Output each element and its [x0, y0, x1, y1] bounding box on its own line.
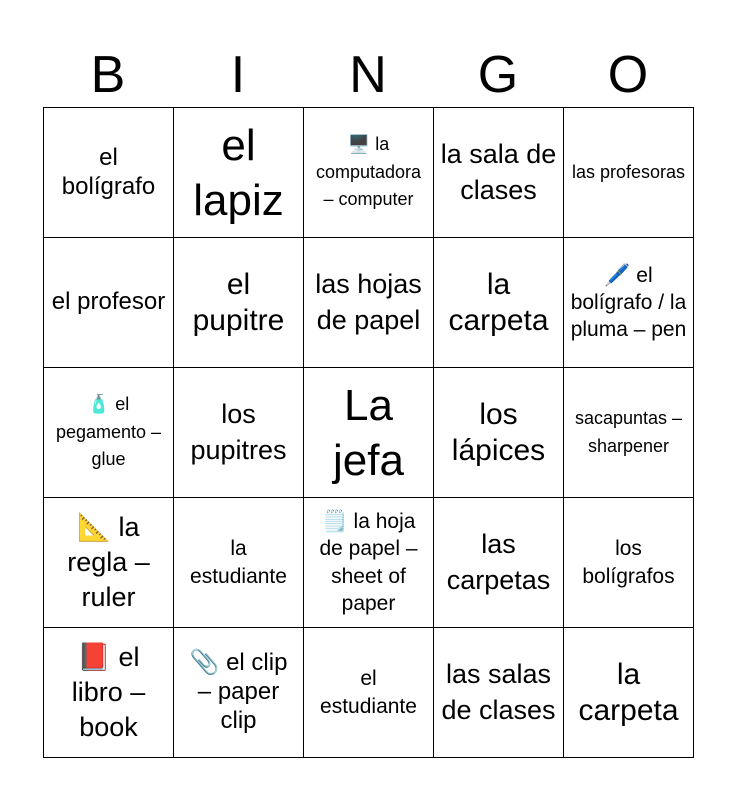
bingo-cell-text: el bolígrafo [61, 143, 156, 200]
bingo-cell-text: el lapiz [193, 120, 284, 225]
bingo-cell[interactable] [304, 108, 434, 238]
bingo-cell-text: 🖊️ el bolígrafo / la pluma – pen [570, 263, 687, 342]
bingo-cell-text: los pupitres [190, 399, 287, 465]
bingo-cell-text: sacapuntas – sharpener [574, 407, 683, 456]
bingo-cell-text: el profesor [51, 288, 166, 316]
bingo-cell-text: La jefa [333, 380, 404, 485]
bingo-cell-text: 📎 el clip – paper clip [189, 649, 288, 734]
bingo-cell[interactable] [174, 368, 304, 498]
bingo-cell[interactable] [304, 498, 434, 628]
bingo-cell-text: la estudiante [190, 537, 287, 588]
bingo-cell-text: las profesoras [571, 161, 686, 182]
header-letter-i: I [230, 46, 246, 104]
bingo-cell[interactable] [304, 238, 434, 368]
bingo-cell-text: 🧴 el pegamento – glue [55, 393, 162, 470]
bingo-cell[interactable] [434, 368, 564, 498]
bingo-cell-text: las salas de clases [441, 659, 556, 725]
bingo-cell[interactable] [434, 498, 564, 628]
bingo-cell[interactable] [564, 628, 694, 758]
bingo-cell[interactable] [174, 108, 304, 238]
bingo-cell[interactable] [174, 238, 304, 368]
bingo-cell[interactable] [304, 368, 434, 498]
bingo-cell[interactable] [434, 628, 564, 758]
header-letter-b: B [90, 46, 126, 104]
bingo-cell[interactable] [44, 108, 174, 238]
bingo-cell[interactable] [434, 108, 564, 238]
bingo-cell[interactable] [434, 238, 564, 368]
bingo-cell-text: la sala de clases [440, 139, 557, 205]
bingo-cell-text: la carpeta [578, 657, 679, 727]
bingo-cell[interactable] [564, 238, 694, 368]
bingo-cell[interactable] [44, 498, 174, 628]
bingo-cell-text: 🖥️ la computadora – computer [315, 133, 422, 210]
bingo-cell-text: los lápices [451, 397, 546, 467]
header-letter-o: O [607, 46, 649, 104]
bingo-cell-text: los bolígrafos [582, 537, 675, 588]
bingo-cell[interactable] [564, 498, 694, 628]
bingo-cell-text: 📐 la regla – ruler [67, 511, 150, 613]
bingo-cell-text: 🗒️ la hoja de papel – sheet of paper [319, 509, 418, 615]
bingo-cell[interactable] [564, 108, 694, 238]
bingo-cell[interactable] [304, 628, 434, 758]
bingo-cell-text: las hojas de papel [315, 269, 422, 335]
header-letter-g: G [477, 46, 519, 104]
bingo-cell[interactable] [174, 498, 304, 628]
bingo-cell[interactable] [44, 238, 174, 368]
bingo-cell[interactable] [44, 628, 174, 758]
header-letter-n: N [349, 46, 387, 104]
bingo-card-grid [43, 107, 694, 758]
bingo-cell-text: el pupitre [192, 267, 285, 337]
bingo-cell-text: el estudiante [320, 667, 417, 718]
bingo-cell-text: la carpeta [448, 267, 549, 337]
bingo-cell-text: las carpetas [446, 529, 551, 595]
bingo-header [43, 45, 693, 105]
bingo-cell-text: 📕 el libro – book [71, 641, 146, 743]
bingo-cell[interactable] [564, 368, 694, 498]
bingo-cell[interactable] [44, 368, 174, 498]
bingo-cell[interactable] [174, 628, 304, 758]
